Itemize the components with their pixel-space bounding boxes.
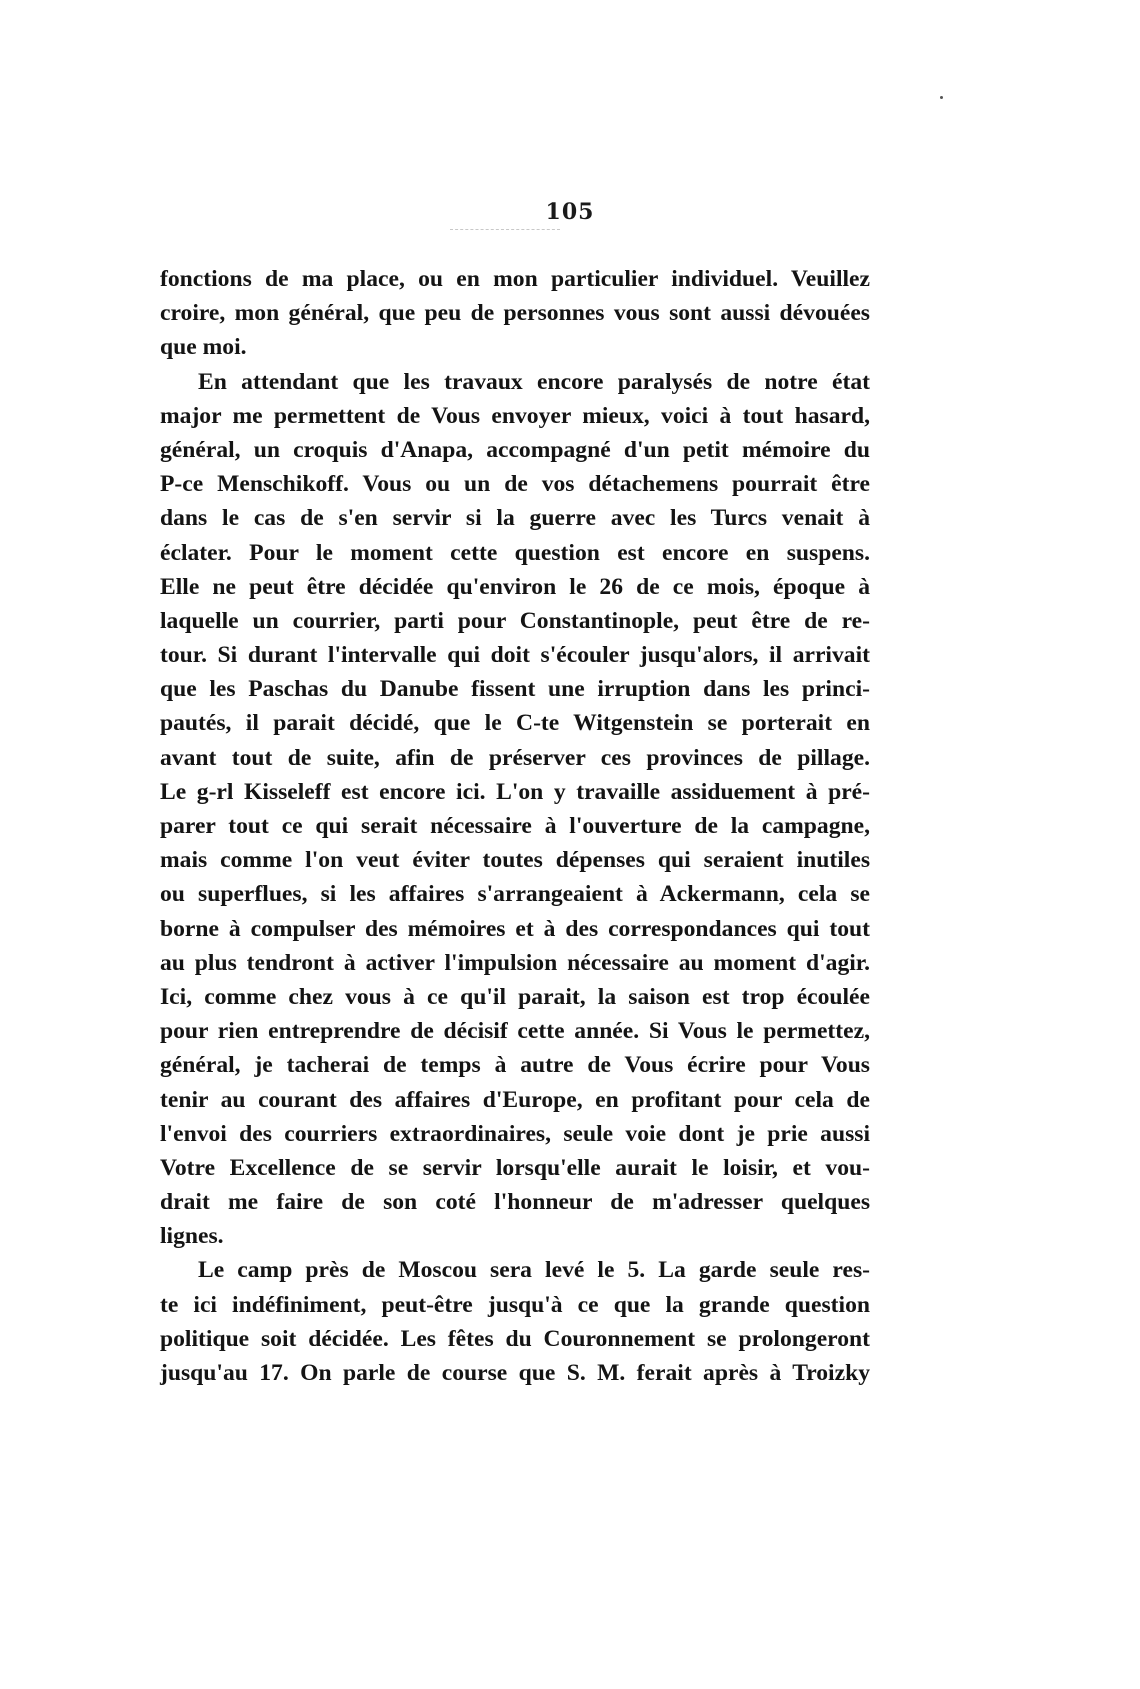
text-line: croire, mon général, que peu de personnes vous sont aussi dévouées xyxy=(160,300,870,327)
text-line: dans le cas de s'en servir si la guerre avec les Turcs venait à xyxy=(160,505,870,532)
text-line: major me permettent de Vous envoyer mieux, voici à tout hasard, xyxy=(160,402,870,429)
text-line: mais comme l'on veut éviter toutes dépenses qui seraient inutiles xyxy=(160,847,870,874)
text-line: P-ce Menschikoff. Vous ou un de vos détachemens pourrait être xyxy=(160,471,870,498)
text-line: l'envoi des courriers extraordinaires, seule voie dont je prie aussi xyxy=(160,1120,870,1147)
text-line: parer tout ce qui serait nécessaire à l'ouverture de la campagne, xyxy=(160,813,870,839)
text-line: tenir au courant des affaires d'Europe, en profitant pour cela de xyxy=(160,1086,870,1113)
text-line: politique soit décidée. Les fêtes du Couronnement se prolongeront xyxy=(160,1325,870,1352)
text-line: pautés, il parait décidé, que le C-te Witgenstein se porterait en xyxy=(160,710,870,737)
text-line: pour rien entreprendre de décisif cette année. Si Vous le permettez, xyxy=(160,1018,870,1045)
page-number-rule xyxy=(450,229,560,234)
text-line: général, un croquis d'Anapa, accompagné d'un petit mémoire du xyxy=(160,436,870,463)
text-line: borne à compulser des mémoires et à des correspondances qui tout xyxy=(160,915,870,942)
text-line: ou superflues, si les affaires s'arrangeaient à Ackermann, cela se xyxy=(160,881,870,908)
text-line: laquelle un courrier, parti pour Constantinople, peut être de re- xyxy=(160,607,870,634)
text-line: En attendant que les travaux encore paralysés de notre état xyxy=(198,368,870,395)
text-line: éclater. Pour le moment cette question est encore en suspens. xyxy=(160,539,870,566)
text-line: que moi. xyxy=(160,334,247,361)
text-line: Le g-rl Kisseleff est encore ici. L'on y travaille assiduement à pré- xyxy=(160,778,870,805)
text-line: Ici, comme chez vous à ce qu'il parait, la saison est trop écoulée xyxy=(160,983,870,1010)
text-line: Le camp près de Moscou sera levé le 5. La garde seule res- xyxy=(198,1257,870,1284)
page-number: 105 xyxy=(545,199,595,225)
text-line: Elle ne peut être décidée qu'environ le 26 de ce mois, époque à xyxy=(160,573,870,600)
text-line: lignes. xyxy=(160,1223,224,1250)
text-line: fonctions de ma place, ou en mon particulier individuel. Veuillez xyxy=(160,266,870,292)
text-line: que les Paschas du Danube fissent une irruption dans les princi- xyxy=(160,676,870,703)
text-line: au plus tendront à activer l'impulsion nécessaire au moment d'agir. xyxy=(160,949,870,976)
text-line: te ici indéfiniment, peut-être jusqu'à ce que la grande question xyxy=(160,1291,870,1318)
body-text xyxy=(160,262,870,1390)
text-line: jusqu'au 17. On parle de course que S. M. ferait après à Troizky xyxy=(160,1360,870,1386)
text-line: Votre Excellence de se servir lorsqu'elle aurait le loisir, et vou- xyxy=(160,1154,870,1181)
text-line: avant tout de suite, afin de préserver ces provinces de pillage. xyxy=(160,744,870,771)
text-line: tour. Si durant l'intervalle qui doit s'écouler jusqu'alors, il arrivait xyxy=(160,642,870,669)
print-speck xyxy=(940,96,943,99)
text-line: général, je tacherai de temps à autre de Vous écrire pour Vous xyxy=(160,1052,870,1079)
text-line: drait me faire de son coté l'honneur de m'adresser quelques xyxy=(160,1189,870,1216)
